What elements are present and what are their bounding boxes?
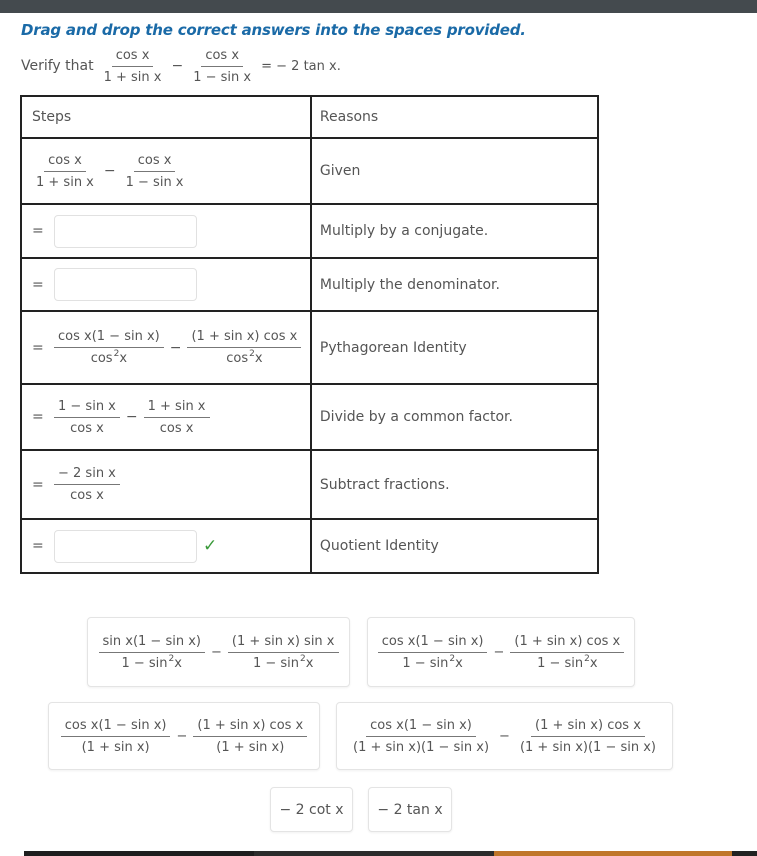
variable-x: x [174,655,182,671]
tile4-fraction-2 [516,718,660,755]
answer-tile-3[interactable] [48,702,320,770]
tile3-f1-numerator: cos x(1 − sin x) [61,718,171,737]
exponent: 2 [168,653,175,664]
verify-rhs: = − 2 tan x. [261,58,341,74]
variable-x: x [305,655,314,671]
step5-f1-numerator: 1 − sin x [54,399,120,418]
tile2-f1-numerator: cos x(1 − sin x) [378,634,488,653]
step5-minus: − [125,409,138,425]
variable-x: x [254,351,263,366]
answer-tile-1[interactable] [87,617,350,687]
step-4 [21,311,311,384]
tile6-label: − 2 tan x [377,801,443,818]
equals-sign: = [32,409,44,425]
step4-minus: − [169,339,182,356]
verify-label: Verify that [21,58,94,74]
table-row [21,258,598,311]
step6-numerator: − 2 sin x [54,466,120,485]
tile2-f2-denominator [533,653,602,671]
reason-1: Given [311,138,598,204]
step4-fraction-2 [187,329,301,366]
tile4-f1-denominator: (1 + sin x)(1 − sin x) [353,739,490,755]
bottom-bar [24,851,757,856]
verify-f2-numerator: cos x [201,48,243,67]
denominator-text: 1 − sin [121,655,168,671]
equals-sign: = [32,538,44,554]
step4-f2-numerator: (1 + sin x) cos x [187,329,301,348]
tile4-f1-numerator: cos x(1 − sin x) [366,718,476,737]
tile1-fraction-1 [99,634,205,671]
variable-x: x [455,655,463,671]
bottom-bar-segment [254,851,494,856]
top-bar [0,0,757,13]
table-row [21,384,598,450]
verify-f1-denominator: 1 + sin x [103,69,162,85]
step5-fraction-2 [144,399,210,436]
tile3-fraction-1 [61,718,171,755]
step4-f1-numerator: cos x(1 − sin x) [54,329,164,348]
tile4-fraction-1 [349,718,493,755]
tile1-minus: − [210,644,222,660]
checkmark-icon: ✓ [203,536,218,556]
drop-slot-3[interactable] [54,530,197,563]
exponent: 2 [449,653,456,664]
step4-f2-denominator [222,348,266,366]
tile4-minus: − [499,728,510,744]
table-row [21,519,598,573]
tile2-fraction-1 [378,634,488,671]
table-row [21,138,598,204]
variable-x: x [589,655,598,671]
step5-fraction-1 [54,399,120,436]
step4-fraction-1 [54,329,164,366]
table-row [21,311,598,384]
step1-f1-denominator: 1 + sin x [36,174,94,190]
step5-f2-denominator: cos x [159,420,194,436]
step4-f1-denominator [87,348,131,366]
step1-minus: − [103,163,116,179]
tile1-f1-denominator [117,653,186,671]
tile3-minus: − [176,728,188,744]
answer-tile-5[interactable] [270,787,353,832]
tile3-fraction-2 [193,718,307,755]
drop-slot-1[interactable] [54,215,197,248]
drop-slot-2[interactable] [54,268,197,301]
instruction-text: Drag and drop the correct answers into the spaces provided. [21,21,526,39]
table-header-row [21,96,598,138]
step-5 [21,384,311,450]
exponent: 2 [584,653,590,664]
tile2-fraction-2 [510,634,624,671]
verify-f2-denominator: 1 − sin x [193,69,252,85]
tile4-f2-denominator: (1 + sin x)(1 − sin x) [519,739,656,755]
tile1-f1-numerator: sin x(1 − sin x) [99,634,205,653]
tile2-minus: − [493,644,505,660]
equals-sign: = [32,276,44,293]
exponent: 2 [113,349,120,359]
verify-fraction-1 [100,48,166,85]
equals-sign: = [32,223,44,239]
tile1-fraction-2 [228,634,339,671]
variable-x: x [119,351,128,366]
bottom-bar-accent [494,851,732,856]
reason-5: Divide by a common factor. [311,384,598,450]
tile4-f2-numerator: (1 + sin x) cos x [531,718,645,737]
reason-6: Subtract fractions. [311,450,598,519]
step6-denominator: cos x [70,488,104,503]
verify-minus: − [171,58,184,74]
reason-4: Pythagorean Identity [311,311,598,384]
step1-f2-denominator: 1 − sin x [125,174,184,190]
denominator-text: 1 − sin [252,655,299,671]
reason-7: Quotient Identity [311,519,598,573]
tile3-f1-denominator: (1 + sin x) [81,739,150,755]
step5-f2-numerator: 1 + sin x [144,399,210,418]
tile1-f2-denominator [249,653,318,671]
step1-fraction-2 [122,153,188,190]
step1-fraction-1 [32,153,98,190]
step-1 [21,138,311,204]
step6-fraction [54,466,120,503]
exponent: 2 [300,653,306,664]
answer-tile-2[interactable] [367,617,635,687]
tile2-f1-denominator [398,653,467,671]
verify-f1-numerator: cos x [112,48,154,67]
tile2-f2-numerator: (1 + sin x) cos x [510,634,624,653]
table-row [21,450,598,519]
step-7 [21,519,311,573]
step5-f1-denominator: cos x [70,420,104,436]
step1-f1-numerator: cos x [44,153,86,172]
exponent: 2 [249,349,255,359]
reason-2: Multiply by a conjugate. [311,204,598,258]
tile3-f2-denominator: (1 + sin x) [216,739,285,755]
cos-text: cos [226,351,249,366]
table-row [21,204,598,258]
answer-tile-4[interactable] [336,702,673,770]
header-reasons: Reasons [311,96,598,138]
bottom-bar-segment [24,851,254,856]
tile3-f2-numerator: (1 + sin x) cos x [193,718,307,737]
step-2 [21,204,311,258]
tile5-label: − 2 cot x [279,801,344,818]
tile1-f2-numerator: (1 + sin x) sin x [228,634,339,653]
equals-sign: = [32,339,44,356]
denominator-text: 1 − sin [537,655,584,671]
denominator-text: 1 − sin [402,655,449,671]
step-6 [21,450,311,519]
cos-text: cos [90,351,113,366]
problem-statement [21,46,347,86]
reason-3: Multiply the denominator. [311,258,598,311]
answer-tile-6[interactable] [368,787,452,832]
step1-f2-numerator: cos x [134,153,176,172]
header-steps: Steps [21,96,311,138]
equals-sign: = [32,476,44,493]
step-3 [21,258,311,311]
proof-table [20,95,599,574]
verify-fraction-2 [189,48,255,85]
